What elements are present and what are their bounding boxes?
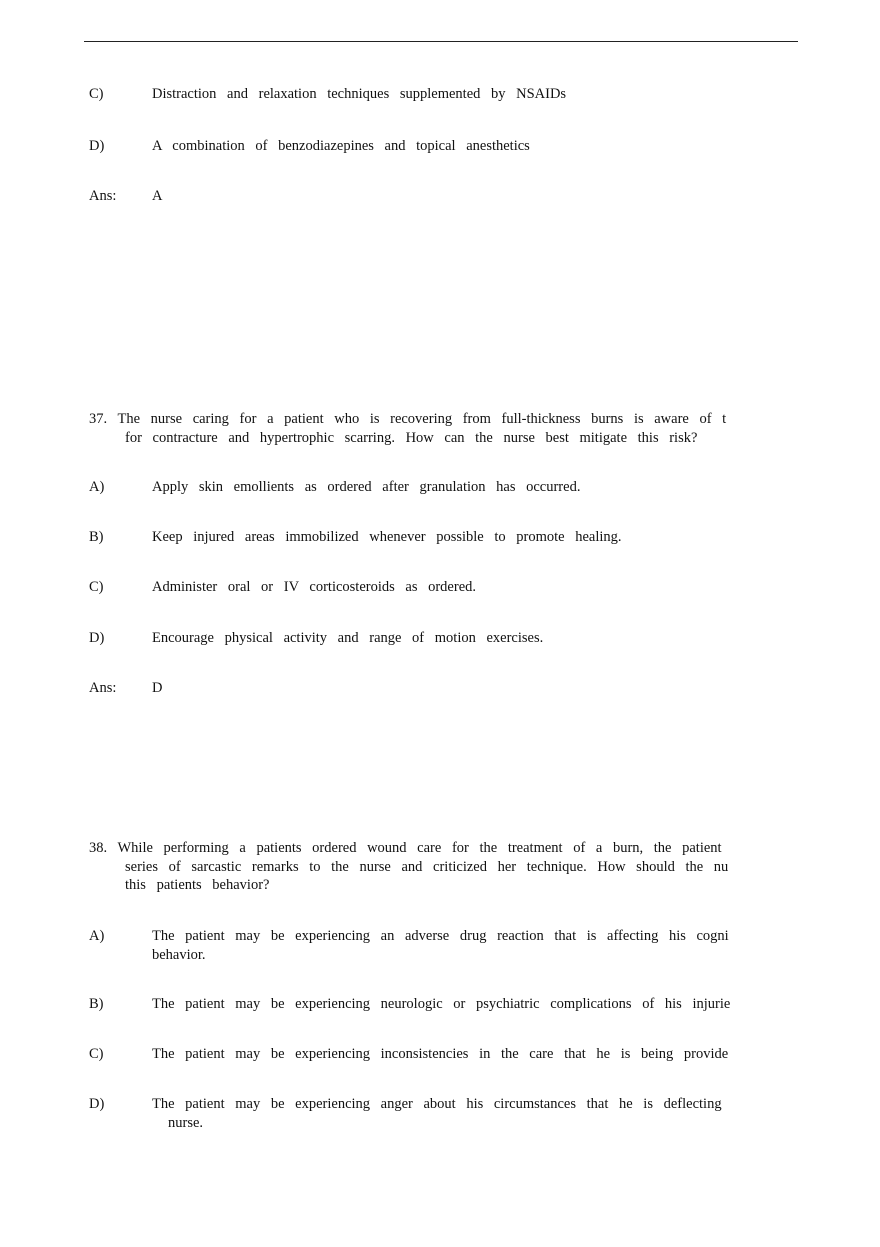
question-stem: 38. While performing a patients ordered wound care for the treatment of a burn, the patient bbox=[89, 840, 722, 856]
option-label: B) bbox=[89, 529, 104, 545]
option-text: The patient may be experiencing neurologic or psychiatric complications of his injurie bbox=[152, 996, 731, 1012]
answer-value: D bbox=[152, 680, 163, 696]
option-label: D) bbox=[89, 1096, 105, 1112]
question-stem-continued: this patients behavior? bbox=[125, 877, 270, 893]
option-text-continued: behavior. bbox=[152, 947, 206, 963]
option-text: Administer oral or IV corticosteroids as ordered. bbox=[152, 579, 476, 595]
question-stem-continued: series of sarcastic remarks to the nurse and criticized her technique. How should the nu bbox=[125, 859, 729, 875]
option-text-continued: nurse. bbox=[168, 1115, 204, 1131]
option-label: C) bbox=[89, 1046, 104, 1062]
option-label: C) bbox=[89, 579, 104, 595]
question-stem: 37. The nurse caring for a patient who is recovering from full-thickness burns is aware of t bbox=[89, 411, 727, 427]
option-text: Apply skin emollients as ordered after granulation has occurred. bbox=[152, 479, 581, 495]
answer-label: Ans: bbox=[89, 680, 117, 696]
question-stem-continued: for contracture and hypertrophic scarring. How can the nurse best mitigate this risk? bbox=[125, 430, 698, 446]
option-text: The patient may be experiencing anger about his circumstances that he is deflecting bbox=[152, 1096, 722, 1112]
option-label: B) bbox=[89, 996, 104, 1012]
option-label: C) bbox=[89, 86, 104, 102]
option-label: D) bbox=[89, 630, 105, 646]
option-text: Encourage physical activity and range of motion exercises. bbox=[152, 630, 544, 646]
header-rule bbox=[84, 41, 798, 42]
option-text: The patient may be experiencing an adverse drug reaction that is affecting his cogni bbox=[152, 928, 729, 944]
answer-label: Ans: bbox=[89, 188, 117, 204]
option-text: Keep injured areas immobilized whenever possible to promote healing. bbox=[152, 529, 622, 545]
answer-value: A bbox=[152, 188, 163, 204]
option-label: A) bbox=[89, 479, 105, 495]
option-label: A) bbox=[89, 928, 105, 944]
option-text: Distraction and relaxation techniques supplemented by NSAIDs bbox=[152, 86, 567, 102]
option-text: The patient may be experiencing inconsistencies in the care that he is being provide bbox=[152, 1046, 729, 1062]
option-text: A combination of benzodiazepines and topical anesthetics bbox=[152, 138, 530, 154]
option-label: D) bbox=[89, 138, 105, 154]
